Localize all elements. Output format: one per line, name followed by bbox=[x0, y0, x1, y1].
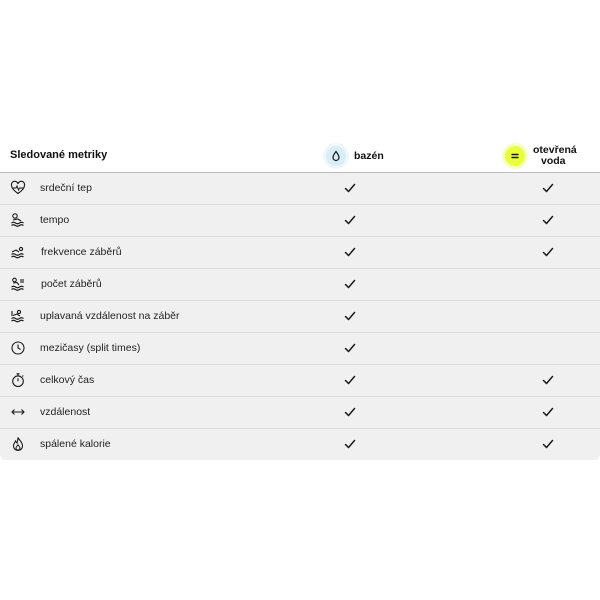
metric-label: celkový čas bbox=[40, 374, 95, 386]
metric-label: tempo bbox=[40, 214, 70, 226]
pool-check-icon bbox=[343, 277, 357, 291]
metrics-table bbox=[0, 140, 600, 460]
table-title: Sledované metriky bbox=[10, 149, 108, 161]
table-row bbox=[0, 333, 600, 365]
metric-label: počet záběrů bbox=[41, 278, 102, 290]
pool-column-header bbox=[326, 146, 384, 166]
metric-label: uplavaná vzdálenost na záběr bbox=[40, 310, 180, 322]
metric-label: srdeční tep bbox=[40, 182, 92, 194]
table-header bbox=[0, 140, 600, 173]
table-row bbox=[0, 237, 600, 269]
pool-check-icon bbox=[343, 213, 357, 227]
flame-icon bbox=[10, 436, 26, 452]
open-water-check-icon bbox=[541, 437, 555, 451]
open-water-check-icon bbox=[541, 245, 555, 259]
pool-label: bazén bbox=[354, 149, 384, 162]
swimmer-pace-icon bbox=[10, 212, 26, 228]
table-row bbox=[0, 269, 600, 301]
open-water-column-header bbox=[505, 145, 577, 167]
pool-check-icon bbox=[343, 341, 357, 355]
metric-label: spálené kalorie bbox=[40, 438, 111, 450]
pool-check-icon bbox=[343, 373, 357, 387]
open-water-check-icon bbox=[541, 181, 555, 195]
pool-check-icon bbox=[343, 245, 357, 259]
open-water-label-line1: otevřená bbox=[533, 144, 577, 156]
table-row bbox=[0, 301, 600, 333]
waves-icon bbox=[505, 146, 525, 166]
open-water-check-icon bbox=[541, 213, 555, 227]
stroke-rate-icon bbox=[10, 244, 26, 260]
open-water-check-icon bbox=[541, 405, 555, 419]
table-row bbox=[0, 205, 600, 237]
metric-label: vzdálenost bbox=[40, 406, 91, 418]
open-water-label-line2: voda bbox=[541, 155, 566, 167]
metrics-rows bbox=[0, 173, 600, 460]
pool-check-icon bbox=[343, 405, 357, 419]
table-row bbox=[0, 173, 600, 205]
pool-check-icon bbox=[343, 437, 357, 451]
stopwatch-icon bbox=[10, 372, 26, 388]
table-row bbox=[0, 429, 600, 460]
water-drop-icon bbox=[326, 146, 346, 166]
pool-check-icon bbox=[343, 181, 357, 195]
distance-per-stroke-icon bbox=[10, 308, 26, 324]
metric-label: mezičasy (split times) bbox=[40, 342, 141, 354]
pool-check-icon bbox=[343, 309, 357, 323]
distance-arrows-icon bbox=[10, 404, 26, 420]
metric-label: frekvence záběrů bbox=[41, 246, 122, 258]
open-water-check-icon bbox=[541, 373, 555, 387]
stroke-count-icon bbox=[10, 276, 26, 292]
table-row bbox=[0, 365, 600, 397]
split-time-clock-icon bbox=[10, 340, 26, 356]
table-row bbox=[0, 397, 600, 429]
heart-rate-icon bbox=[10, 180, 26, 196]
